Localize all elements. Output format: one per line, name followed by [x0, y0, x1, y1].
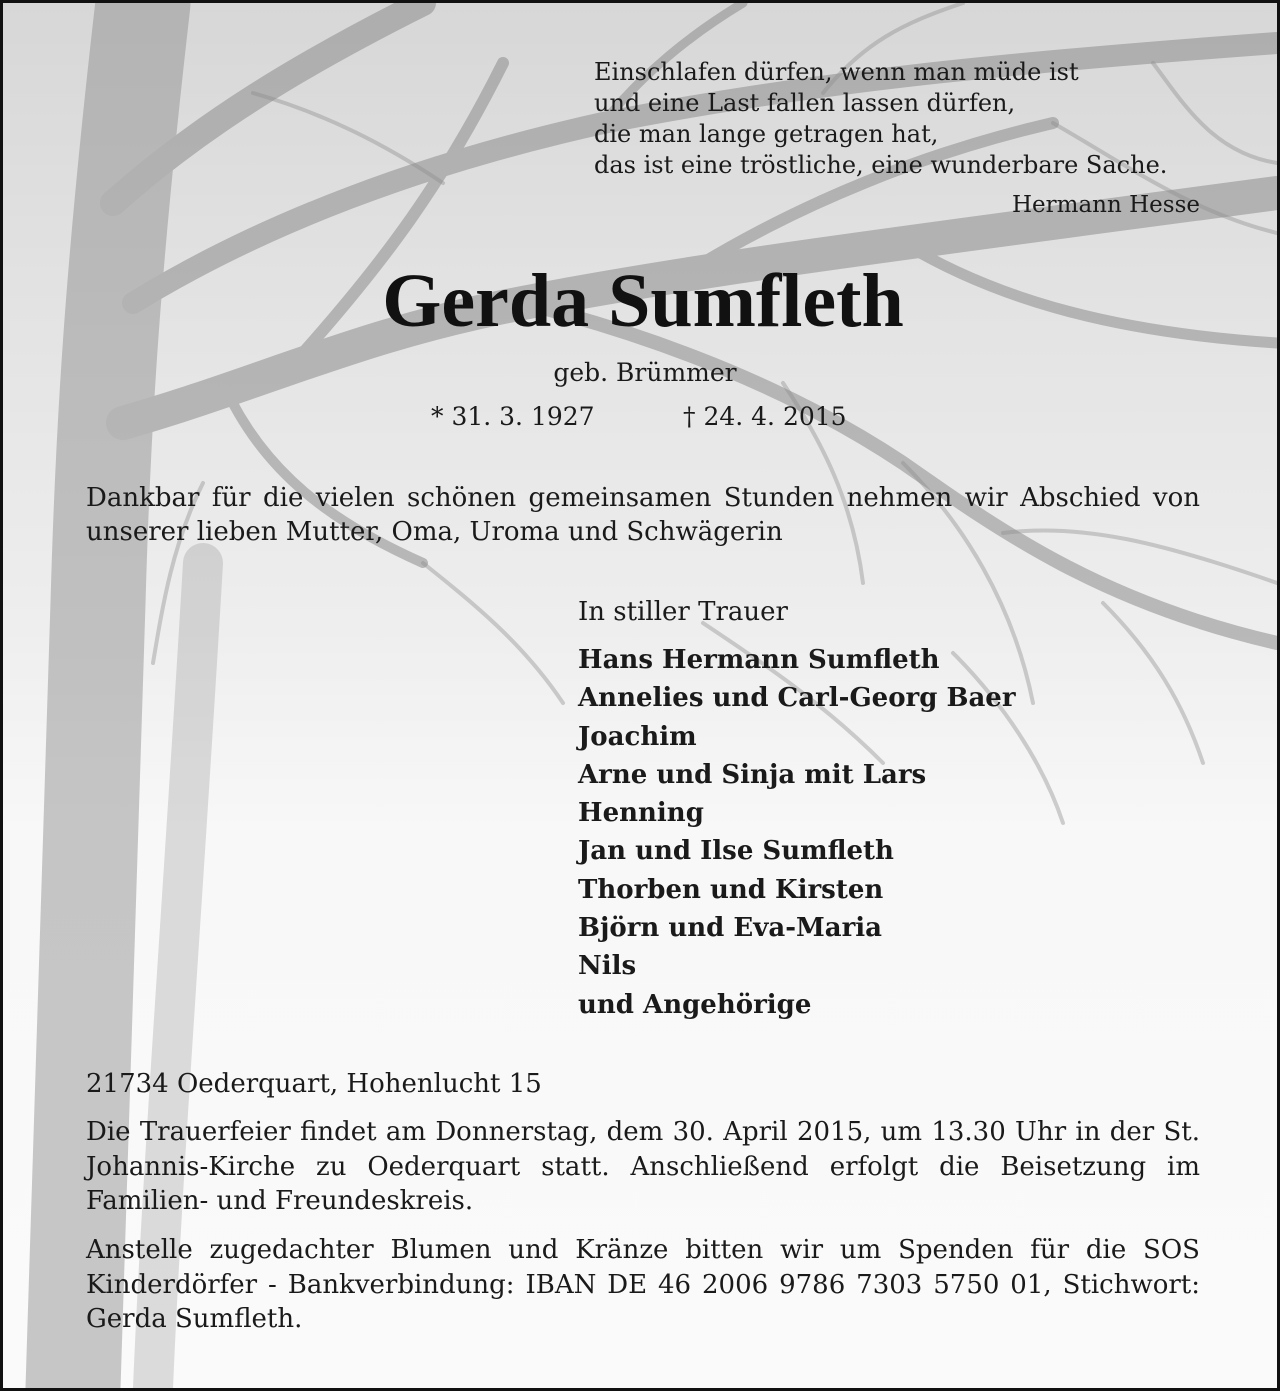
hesse-quote	[594, 57, 1200, 221]
family-address: 21734 Oederquart, Hohenlucht 15	[86, 1069, 542, 1099]
mourner-name: Thorben und Kirsten	[578, 874, 884, 905]
quote-author: Hermann Hesse	[1011, 192, 1200, 218]
donation-request: Anstelle zugedachter Blumen und Kränze bitten wir um Spenden für die SOS Kinderdörfer - Bankverbindung: IBAN DE 46 2006 9786 7303 5750 01, Stichwort: Gerda Sumfleth.	[86, 1235, 1200, 1334]
mourner-name: Hans Hermann Sumfleth	[578, 645, 940, 675]
mourners-list	[578, 641, 1178, 1024]
mourner-name: Nils	[578, 951, 637, 982]
mourner-name: Henning	[578, 798, 704, 829]
mourning-heading: In stiller Trauer	[578, 597, 788, 627]
death-date: † 24. 4. 2015	[683, 402, 847, 431]
mourner-name: Björn und Eva-Maria	[578, 913, 883, 944]
quote-line: Einschlafen dürfen, wenn man müde ist	[594, 58, 1079, 86]
mourner-name: Joachim	[578, 721, 697, 752]
mourner-name: Jan und Ilse Sumfleth	[578, 836, 894, 867]
mourner-name: Arne und Sinja mit Lars	[578, 759, 927, 790]
farewell-text: Dankbar für die vielen schönen gemeinsamen Stunden nehmen wir Abschied von unserer lieben Mutter, Oma, Uroma und Schwägerin	[86, 483, 1200, 547]
maiden-name: geb. Brümmer	[553, 358, 737, 387]
birth-date: * 31. 3. 1927	[431, 402, 595, 431]
mourner-name: und Angehörige	[578, 989, 812, 1020]
quote-line: das ist eine tröstliche, eine wunderbare Sache.	[594, 151, 1168, 179]
deceased-name: Gerda Sumfleth	[382, 259, 904, 343]
quote-line: und eine Last fallen lassen dürfen,	[594, 89, 1016, 117]
funeral-details: Die Trauerfeier findet am Donnerstag, dem 30. April 2015, um 13.30 Uhr in der St. Johannis-Kirche zu Oederquart statt. Anschließend erfolgt die Beisetzung im Familien- und Freundeskreis.	[86, 1117, 1200, 1216]
quote-line: die man lange getragen hat,	[594, 120, 939, 148]
mourner-name: Annelies und Carl-Georg Baer	[578, 683, 1016, 714]
